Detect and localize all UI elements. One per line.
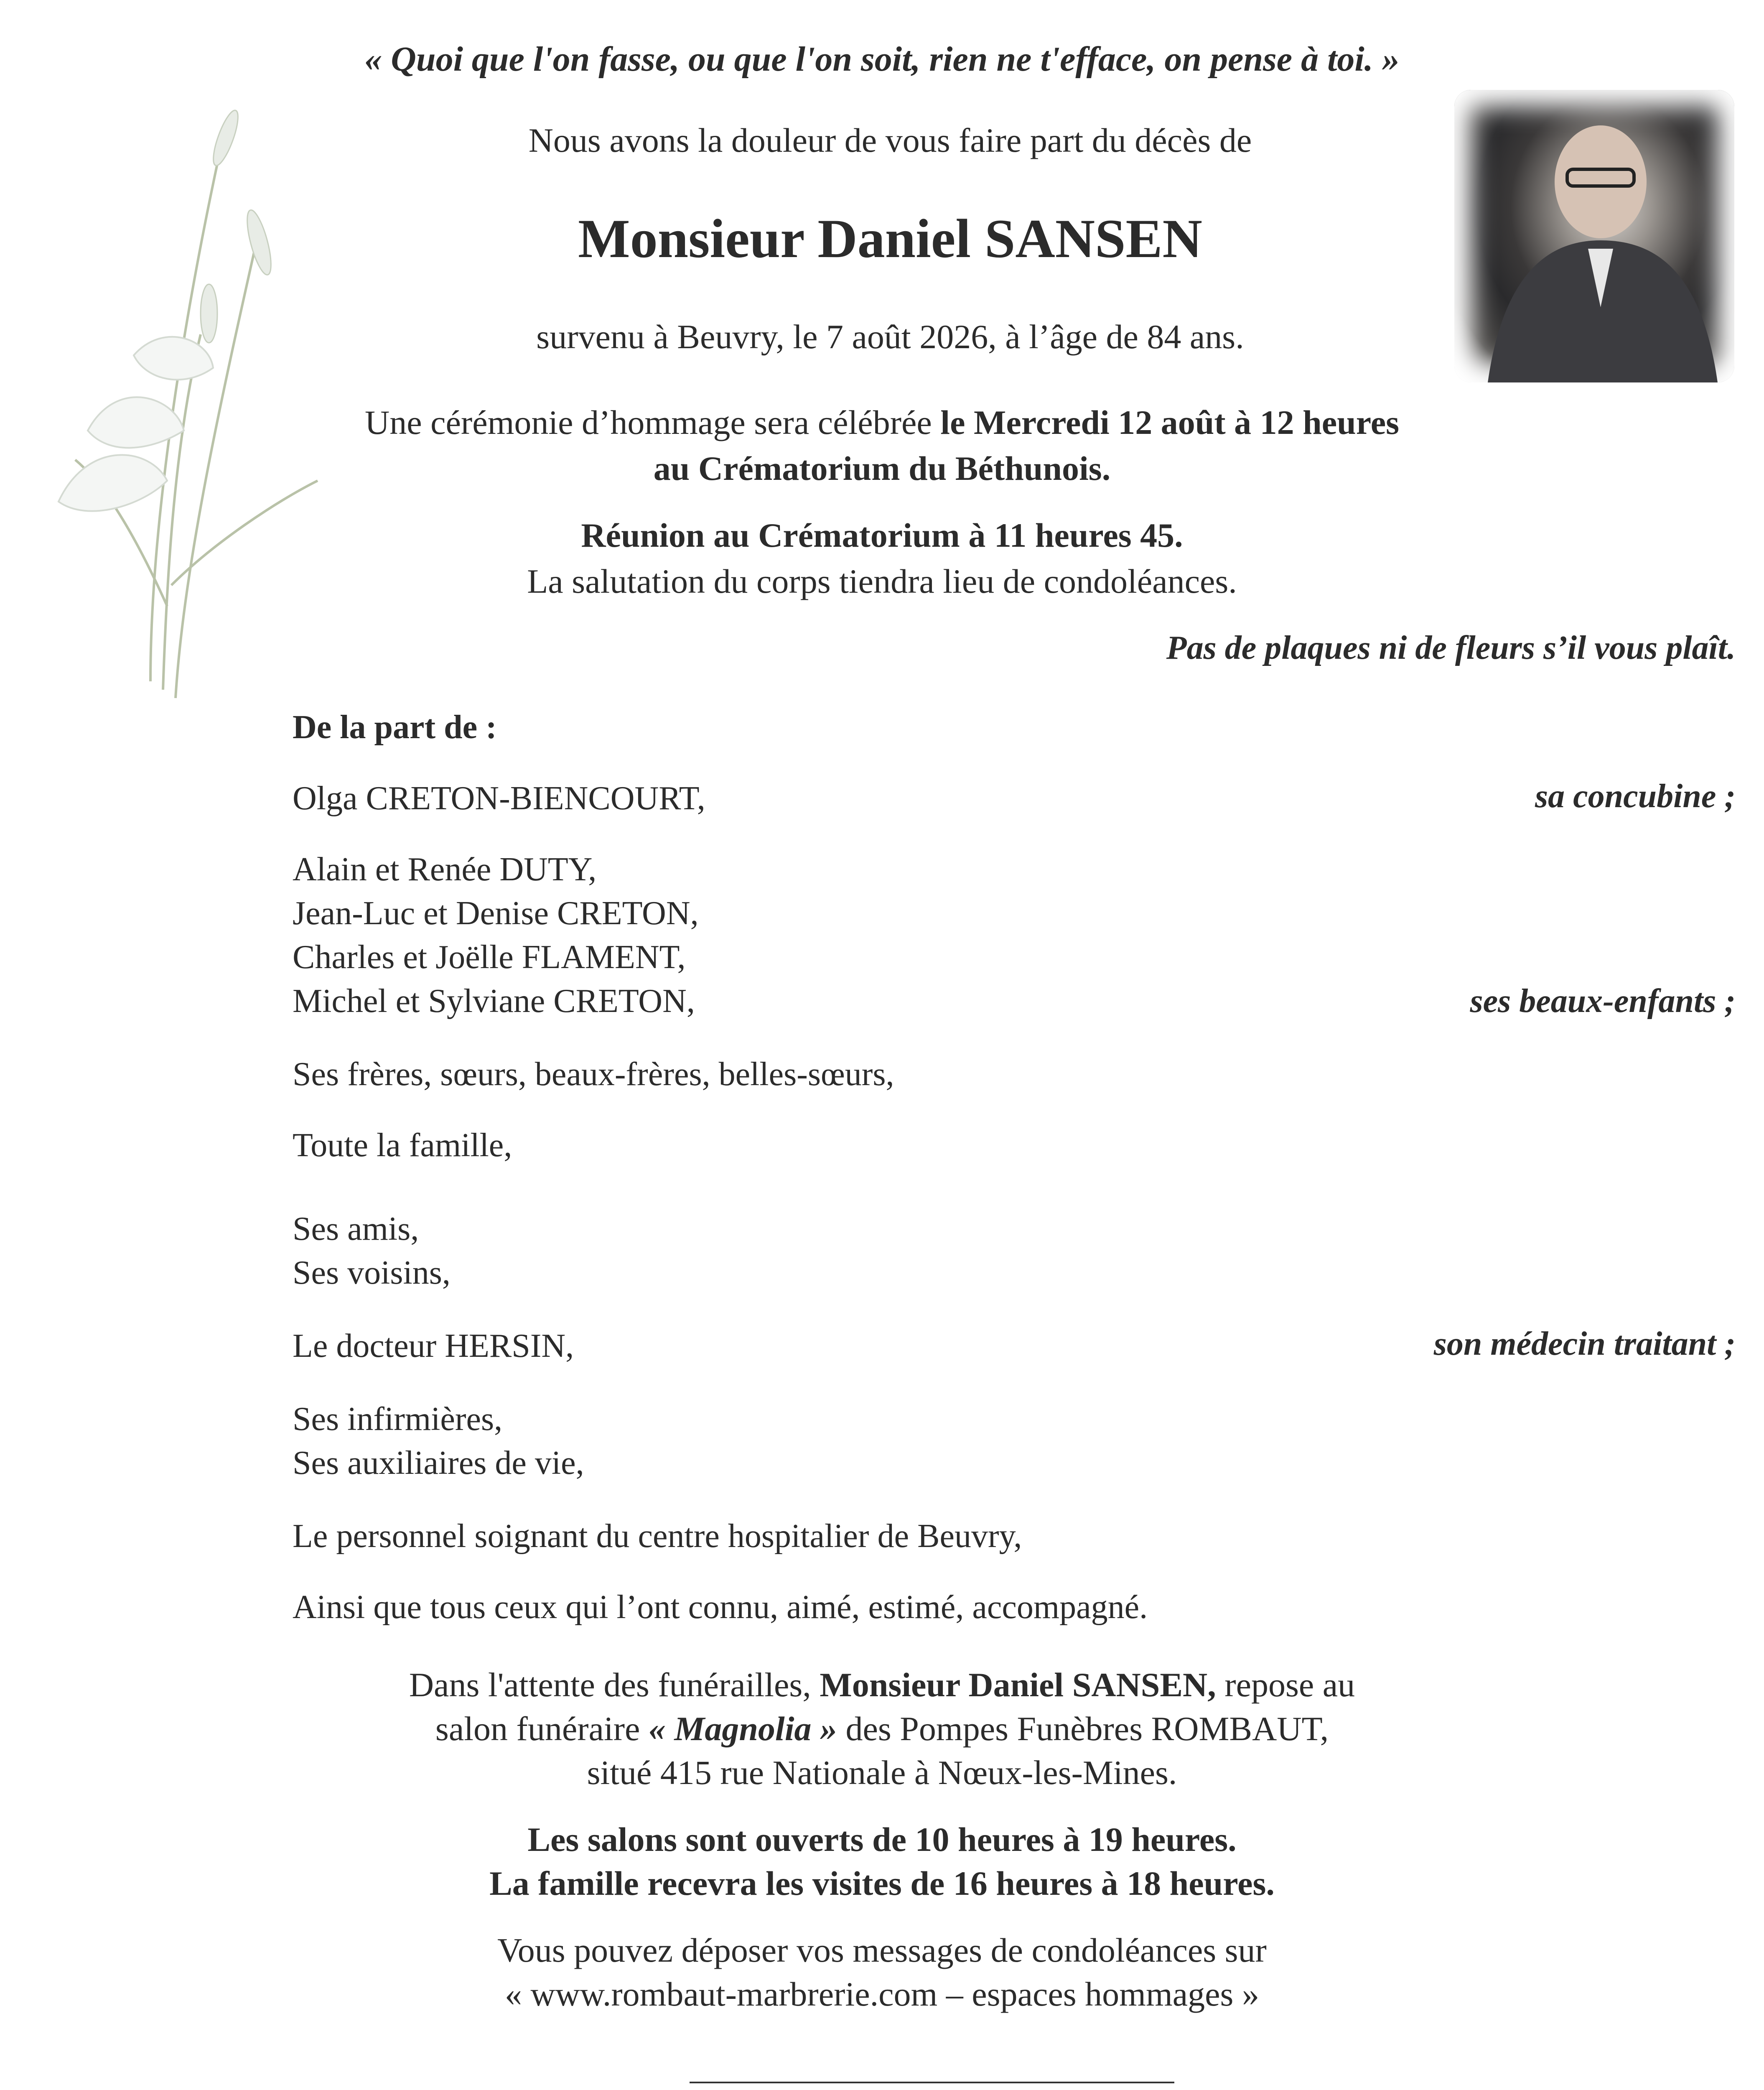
relation-label: ses beaux-enfants ;: [1470, 983, 1736, 1020]
visit-hours: La famille recevra les visites de 16 heures à 18 heures.: [489, 1864, 1275, 1902]
family-item: Charles et Joëlle FLAMENT,: [293, 939, 686, 976]
family-item: Alain et Renée DUTY,: [293, 851, 597, 888]
salutation-text: La salutation du corps tiendra lieu de condoléances.: [527, 562, 1237, 600]
family-item: Ses frères, sœurs, beaux-frères, belles-sœurs,: [293, 1056, 894, 1093]
ceremony-place: au Crématorium du Béthunois.: [653, 449, 1111, 487]
condolences-website[interactable]: « www.rombaut-marbrerie.com – espaces hommages »: [505, 1975, 1259, 2013]
family-item: Michel et Sylviane CRETON,: [293, 983, 695, 1020]
portrait-silhouette-icon: [1454, 90, 1734, 382]
rest-name: Monsieur Daniel SANSEN,: [820, 1666, 1216, 1704]
family-item: Ses voisins,: [293, 1254, 451, 1291]
rest-text: salon funéraire: [435, 1710, 649, 1748]
rest-line-1: [0, 1668, 1764, 1702]
from-label: De la part de :: [293, 709, 497, 746]
quote: « Quoi que l'on fasse, ou que l'on soit, rien ne t'efface, on pense à toi. »: [364, 40, 1400, 79]
family-item: Ses amis,: [293, 1211, 419, 1247]
ceremony-date: le Mercredi 12 août à 12 heures: [940, 403, 1400, 441]
portrait-photo: [1454, 90, 1734, 382]
footer-divider: [690, 2082, 1174, 2083]
opening-hours: Les salons sont ouverts de 10 heures à 19 heures.: [527, 1820, 1237, 1858]
ceremony-line-1: [0, 405, 1764, 440]
family-item: Olga CRETON-BIENCOURT,: [293, 780, 705, 817]
family-item: Le docteur HERSIN,: [293, 1328, 574, 1364]
family-item: Le personnel soignant du centre hospitalier de Beuvry,: [293, 1518, 1022, 1555]
family-item: Ses infirmières,: [293, 1401, 503, 1438]
family-item: Toute la famille,: [293, 1127, 512, 1164]
rest-text: des Pompes Funèbres ROMBAUT,: [837, 1710, 1329, 1748]
ceremony-text: Une cérémonie d’hommage sera célébrée: [364, 403, 941, 441]
rest-address: situé 415 rue Nationale à Nœux-les-Mines.: [587, 1754, 1177, 1792]
condolences-text: Vous pouvez déposer vos messages de condoléances sur: [497, 1931, 1267, 1969]
intro-text: Nous avons la douleur de vous faire part du décès de: [528, 121, 1252, 159]
death-info: survenu à Beuvry, le 7 août 2026, à l’âge de 84 ans.: [536, 318, 1244, 356]
family-item: Ainsi que tous ceux qui l’ont connu, aimé, estimé, accompagné.: [293, 1589, 1148, 1626]
family-item: Jean-Luc et Denise CRETON,: [293, 895, 699, 932]
reunion-text: Réunion au Crématorium à 11 heures 45.: [581, 516, 1183, 554]
relation-label: sa concubine ;: [1535, 778, 1736, 815]
rest-line-2: [0, 1712, 1764, 1746]
relation-label: son médecin traitant ;: [1433, 1325, 1736, 1362]
family-item: Ses auxiliaires de vie,: [293, 1445, 584, 1481]
rest-text: Dans l'attente des funérailles,: [409, 1666, 820, 1704]
salon-name: « Magnolia »: [648, 1710, 837, 1748]
rest-text: repose au: [1216, 1666, 1355, 1704]
deceased-name: Monsieur Daniel SANSEN: [578, 208, 1202, 269]
no-flowers-text: Pas de plaques ni de fleurs s’il vous plaît.: [1166, 630, 1736, 666]
